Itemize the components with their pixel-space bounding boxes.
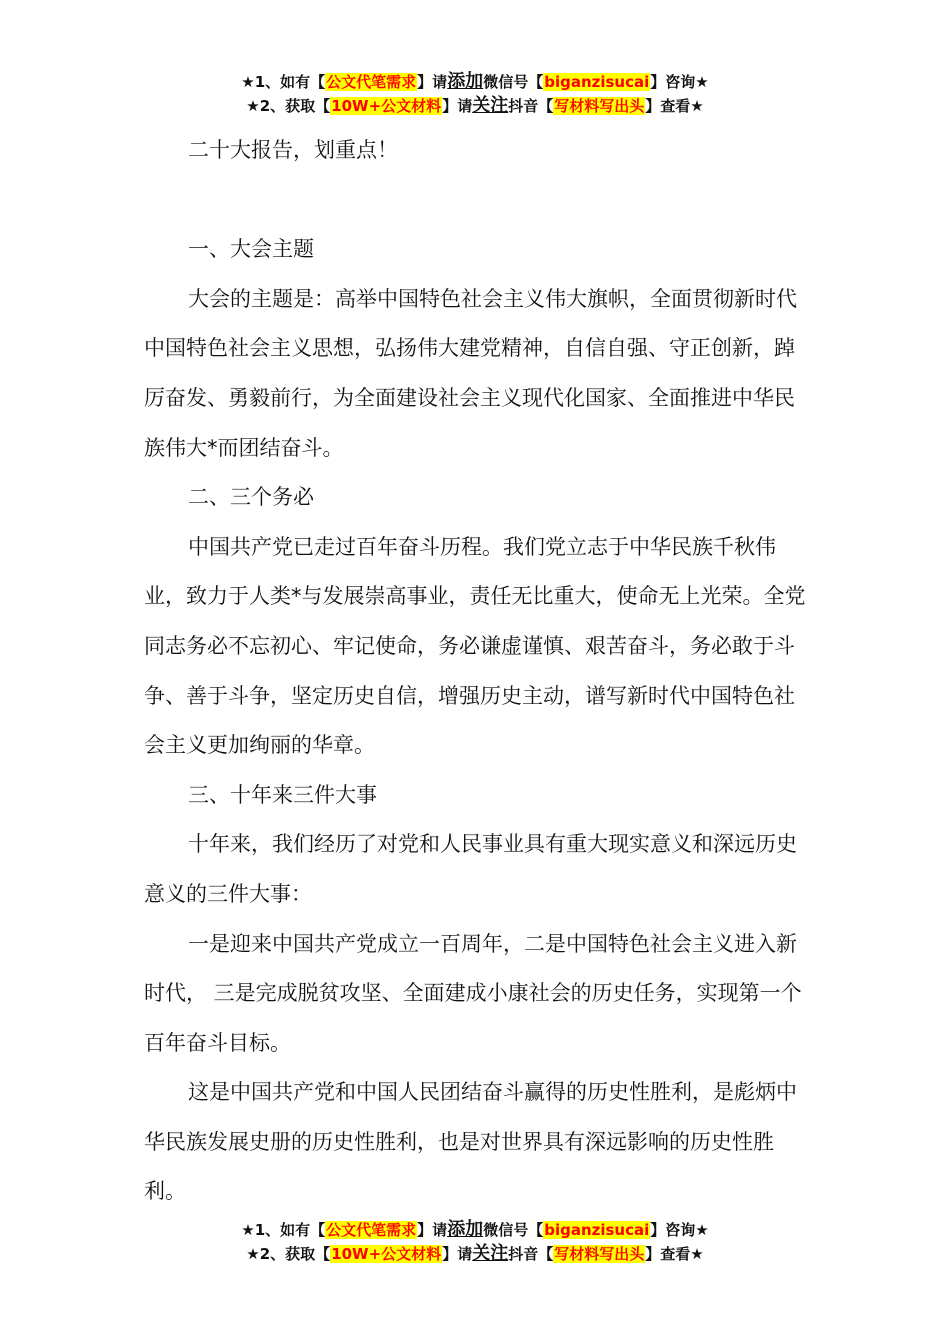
- banner-line-2: ★2、获取【10W+公文材料】请关注抖音【写材料写出头】查看★: [246, 1243, 704, 1264]
- banner-highlight: 10W+公文材料: [331, 1245, 442, 1263]
- paragraph: 一是迎来中国共产党成立一百周年，二是中国特色社会主义进入新时代， 三是完成脱贫攻坚、全面建成小康社会的历史任务，实现第一个百年奋斗目标。: [144, 931, 802, 1055]
- document-title: 二十大报告，划重点！: [188, 138, 398, 162]
- banner-douyin-id: 写材料写出头: [554, 1245, 645, 1263]
- banner-line-1: ★1、如有【公文代笔需求】请添加微信号【biganzisucai】咨询★: [241, 1219, 709, 1240]
- banner-wechat-id: biganzisucai: [544, 73, 650, 91]
- banner-emphasis: 添加: [447, 71, 484, 92]
- banner-highlight: 公文代笔需求: [326, 73, 417, 91]
- banner-wechat-id: biganzisucai: [544, 1221, 650, 1239]
- blank-line: [144, 176, 810, 226]
- paragraph: 中国共产党已走过百年奋斗历程。我们党立志于中华民族千秋伟业，致力于人类*与发展崇高事业，责任无比重大，使命无上光荣。全党同志务必不忘初心、牢记使命，务必谦虚谨慎、艰苦奋斗，务必敢于斗争、善于斗争，坚定历史自信，增强历史主动，谱写新时代中国特色社会主义更加绚丽的华章。: [144, 534, 806, 758]
- banner-highlight: 公文代笔需求: [326, 1221, 417, 1239]
- banner-emphasis: 关注: [472, 1243, 509, 1264]
- paragraph: 这是中国共产党和中国人民团结奋斗赢得的历史性胜利，是彪炳中华民族发展史册的历史性胜利，也是对世界具有深远影响的历史性胜利。: [144, 1080, 797, 1204]
- section-heading: 三、十年来三件大事: [188, 782, 377, 807]
- banner-emphasis: 添加: [447, 1219, 484, 1240]
- banner-highlight: 10W+公文材料: [331, 97, 442, 115]
- paragraph: 大会的主题是：高举中国特色社会主义伟大旗帜，全面贯彻新时代中国特色社会主义思想，弘扬伟大建党精神，自信自强、守正创新，踔厉奋发、勇毅前行，为全面建设社会主义现代化国家、全面推进中华民族伟大*而团结奋斗。: [144, 286, 797, 460]
- header-banner: [0, 70, 950, 118]
- banner-line-1: ★1、如有【公文代笔需求】请添加微信号【biganzisucai】咨询★: [241, 71, 709, 92]
- section-heading: 一、大会主题: [188, 237, 314, 262]
- paragraph: 十年来，我们经历了对党和人民事业具有重大现实意义和深远历史意义的三件大事：: [144, 832, 797, 906]
- banner-line-2: ★2、获取【10W+公文材料】请关注抖音【写材料写出头】查看★: [246, 95, 704, 116]
- banner-emphasis: 关注: [472, 95, 509, 116]
- document-body: [144, 126, 810, 1217]
- banner-douyin-id: 写材料写出头: [554, 97, 645, 115]
- footer-banner: [0, 1218, 950, 1266]
- section-heading: 二、三个务必: [188, 485, 314, 510]
